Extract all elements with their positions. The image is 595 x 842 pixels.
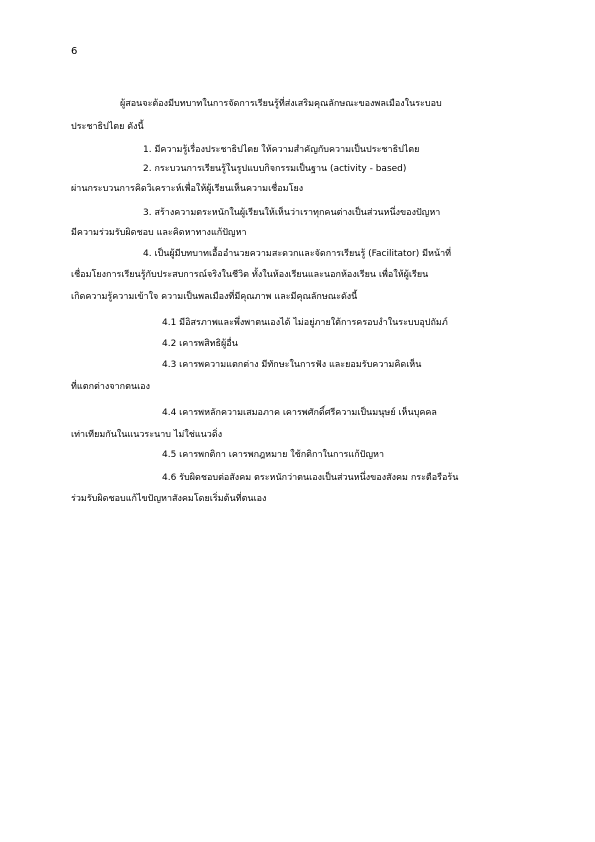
item-3-line-1: 3. สร้างความตระหนักในผู้เรียนให้เห็นว่าเราทุกคนต่างเป็นส่วนหนึ่งของปัญหา: [143, 208, 441, 218]
item-4-2-line-1: 4.2 เคารพสิทธิผู้อื่น: [162, 339, 238, 349]
intro-line-2: ประชาธิปไตย ดังนี้: [71, 122, 144, 132]
item-4-1-line-1: 4.1 มีอิสรภาพและพึ่งพาตนเองได้ ไม่อยู่ภายใต้การครอบงำในระบบอุปถัมภ์: [162, 318, 448, 328]
item-4-3-line-2: ที่แตกต่างจากตนเอง: [71, 382, 150, 392]
item-4-line-3: เกิดความรู้ความเข้าใจ ความเป็นพลเมืองที่มีคุณภาพ และมีคุณลักษณะดังนี้: [71, 292, 358, 302]
item-1-line-1: 1. มีความรู้เรื่องประชาธิปไตย ให้ความสำคัญกับความเป็นประชาธิปไตย: [143, 145, 420, 155]
item-4-3-line-1: 4.3 เคารพความแตกต่าง มีทักษะในการฟัง และยอมรับความคิดเห็น: [162, 360, 422, 370]
item-2-line-1: 2. กระบวนการเรียนรู้ในรูปแบบกิจกรรมเป็นฐาน (activity - based): [143, 164, 407, 174]
item-4-6-line-1: 4.6 รับผิดชอบต่อสังคม ตระหนักว่าตนเองเป็นส่วนหนึ่งของสังคม กระตือรือร้น: [162, 473, 459, 483]
item-4-6-line-2: ร่วมรับผิดชอบแก้ไขปัญหาสังคมโดยเริ่มต้นที่ตนเอง: [71, 494, 267, 504]
item-4-5-line-1: 4.5 เคารพกติกา เคารพกฎหมาย ใช้กติกาในการแก้ปัญหา: [162, 450, 385, 460]
item-4-line-1: 4. เป็นผู้มีบทบาทเอื้ออำนวยความสะดวกและจัดการเรียนรู้ (Facilitator) มีหน้าที่: [143, 249, 452, 259]
item-4-4-line-2: เท่าเทียมกันในแนวระนาบ ไม่ใช่แนวดิ่ง: [71, 430, 223, 440]
intro-line-1: ผู้สอนจะต้องมีบทบาทในการจัดการเรียนรู้ที่ส่งเสริมคุณลักษณะของพลเมืองในระบอบ: [120, 99, 442, 109]
item-4-line-2: เชื่อมโยงการเรียนรู้กับประสบการณ์จริงในชีวิต ทั้งในห้องเรียนและนอกห้องเรียน เพื่อให้ผู้เรียน: [71, 270, 429, 280]
page-number: 6: [71, 46, 78, 57]
item-2-line-2: ผ่านกระบวนการคิดวิเคราะห์เพื่อให้ผู้เรียนเห็นความเชื่อมโยง: [71, 184, 304, 194]
item-4-4-line-1: 4.4 เคารพหลักความเสมอภาค เคารพศักดิ์ศรีความเป็นมนุษย์ เห็นบุคคล: [162, 408, 437, 418]
item-3-line-2: มีความร่วมรับผิดชอบ และคิดหาทางแก้ปัญหา: [71, 228, 247, 238]
